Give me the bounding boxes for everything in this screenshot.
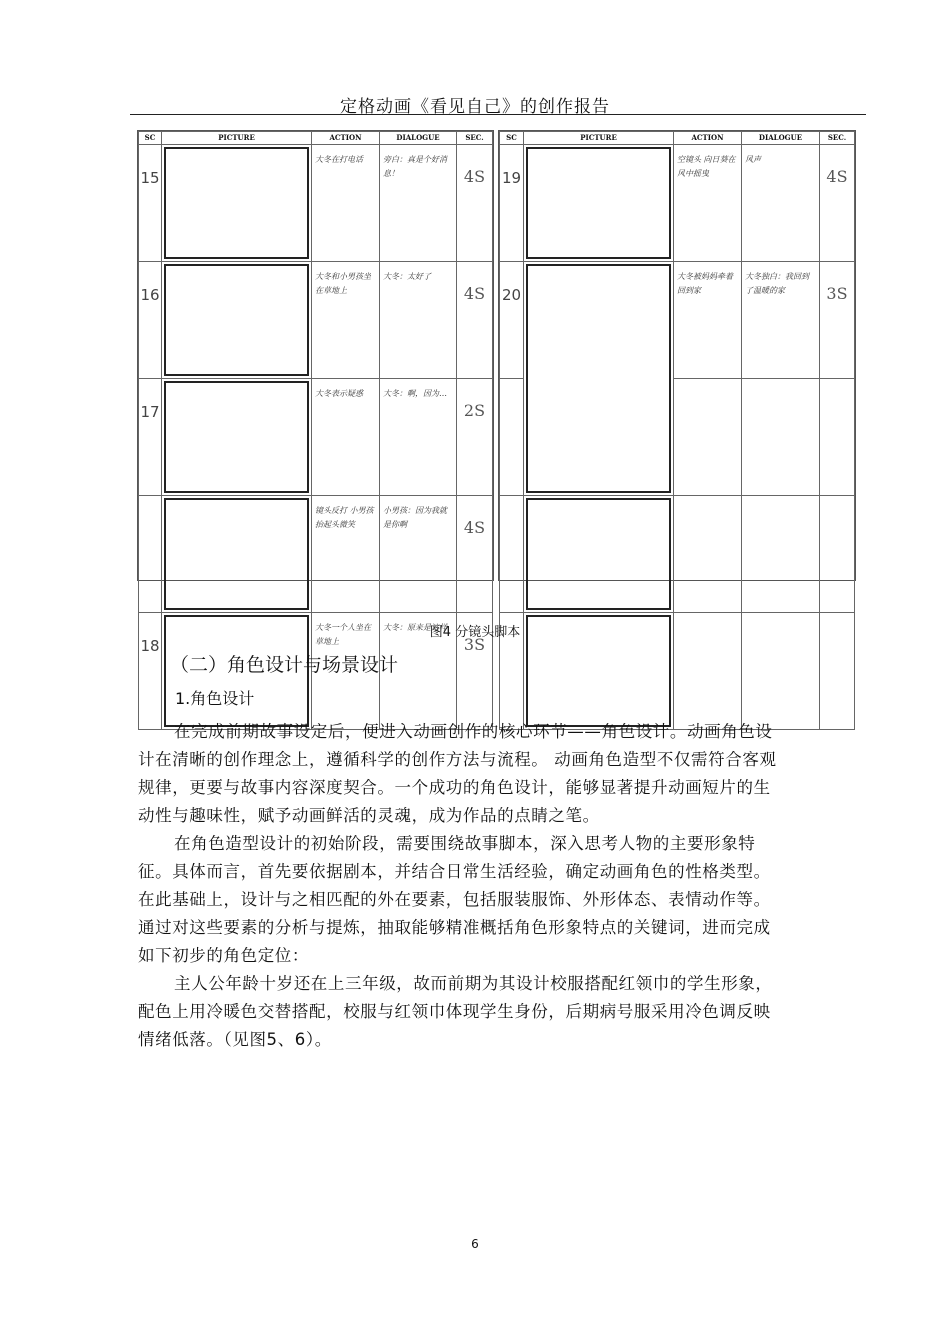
column-header: SEC. [820,132,855,145]
storyboard-row [500,262,855,379]
dialogue-cell: 大冬：原来是这样 [380,613,457,730]
seconds-cell: 4S [820,145,855,262]
running-header: 定格动画《看见自己》的创作报告 [340,97,610,117]
paragraph-line: 通过对这些要素的分析与提炼，抽取能够精准概括角色形象特点的关键词，进而完成 [138,918,771,937]
picture-cell [162,145,312,262]
sketch-frame [526,498,671,610]
paragraph-line: 计在清晰的创作理念上，遵循科学的创作方法与流程。 动画角色造型不仅需符合客观 [138,750,777,769]
seconds-cell: 4S [457,145,493,262]
figure-caption: 图4 分镜头脚本 [429,625,521,640]
dialogue-cell [742,496,820,613]
paragraph-line: 动性与趣味性，赋予动画鲜活的灵魂，成为作品的点睛之笔。 [138,806,600,825]
storyboard-right [498,130,856,581]
action-cell: 大冬表示疑惑 [312,379,380,496]
column-header: PICTURE [162,132,312,145]
seconds-cell: 4S [457,496,493,613]
seconds-cell [820,379,855,496]
action-cell [674,379,742,496]
dialogue-cell: 风声 [742,145,820,262]
storyboard-row [139,496,493,613]
scene-number [500,496,524,613]
dialogue-cell: 大冬：啊，因为… [380,379,457,496]
scene-number: 15 [139,145,162,262]
paragraph-line: 在此基础上，设计与之相匹配的外在要素，包括服装服饰、外形体态、表情动作等。 [138,890,771,909]
paragraph-line: 征。具体而言，首先要依据剧本，并结合日常生活经验，确定动画角色的性格类型。 [138,862,771,881]
paragraph-line: 配色上用冷暖色交替搭配，校服与红领巾体现学生身份，后期病号服采用冷色调反映 [138,1002,771,1021]
dialogue-cell: 大冬独白：我回到了温暖的家 [742,262,820,379]
column-header: PICTURE [524,132,674,145]
dialogue-cell: 小男孩：因为我就是你啊 [380,496,457,613]
action-cell: 大冬和小男孩坐在草地上 [312,262,380,379]
seconds-cell: 3S [457,613,493,730]
picture-cell [162,379,312,496]
dialogue-cell [742,379,820,496]
storyboard-row [139,262,493,379]
scene-number: 20 [500,262,524,379]
picture-cell [162,262,312,379]
action-cell: 大冬一个人坐在草地上 [312,613,380,730]
action-cell: 空镜头 向日葵在风中摇曳 [674,145,742,262]
storyboard-row [139,379,493,496]
column-header: ACTION [312,132,380,145]
paragraph-line: 在角色造型设计的初始阶段，需要围绕故事脚本，深入思考人物的主要形象特 [174,834,756,853]
scene-number: 19 [500,145,524,262]
action-cell: 大冬在打电话 [312,145,380,262]
seconds-cell: 4S [457,262,493,379]
scene-number: 16 [139,262,162,379]
storyboard-row [500,145,855,262]
action-cell: 镜头反打 小男孩抬起头微笑 [312,496,380,613]
paragraph-line: 主人公年龄十岁还在上三年级，故而前期为其设计校服搭配红领巾的学生形象， [174,974,773,993]
section-title: （二）角色设计与场景设计 [170,654,399,676]
dialogue-cell: 旁白：真是个好消息！ [380,145,457,262]
sketch-frame [164,381,309,493]
sketch-frame [164,147,309,259]
paragraph-line: 规律，更要与故事内容深度契合。一个成功的角色设计，能够显著提升动画短片的生 [138,778,771,797]
sketch-frame [164,264,309,376]
header-rule [130,114,866,115]
scene-number [139,496,162,613]
picture-cell [162,496,312,613]
storyboard-row [500,496,855,613]
action-cell [674,496,742,613]
column-header: SEC. [457,132,493,145]
column-header: SC [500,132,524,145]
subsection-title: 1.角色设计 [175,689,255,708]
paragraph-line: 在完成前期故事设定后，便进入动画创作的核心环节——角色设计。动画角色设 [174,722,773,741]
scene-number: 18 [139,613,162,730]
dialogue-cell: 大冬：太好了 [380,262,457,379]
picture-cell [524,145,674,262]
seconds-cell: 2S [457,379,493,496]
picture-cell [524,262,674,496]
storyboard-row [139,145,493,262]
column-header: SC [139,132,162,145]
page-number: 6 [471,1237,479,1251]
sketch-frame [164,498,309,610]
scene-number: 17 [139,379,162,496]
picture-cell [524,496,674,613]
sketch-frame [526,147,671,259]
scene-number [500,379,524,496]
column-header: ACTION [674,132,742,145]
sketch-frame [526,264,671,493]
column-header: DIALOGUE [742,132,820,145]
paragraph-line: 如下初步的角色定位： [138,946,309,965]
action-cell: 大冬被妈妈牵着回到家 [674,262,742,379]
body-text [138,718,858,1054]
column-header: DIALOGUE [380,132,457,145]
paragraph-line: 情绪低落。（见图5、6）。 [138,1030,332,1049]
seconds-cell [820,496,855,613]
seconds-cell: 3S [820,262,855,379]
